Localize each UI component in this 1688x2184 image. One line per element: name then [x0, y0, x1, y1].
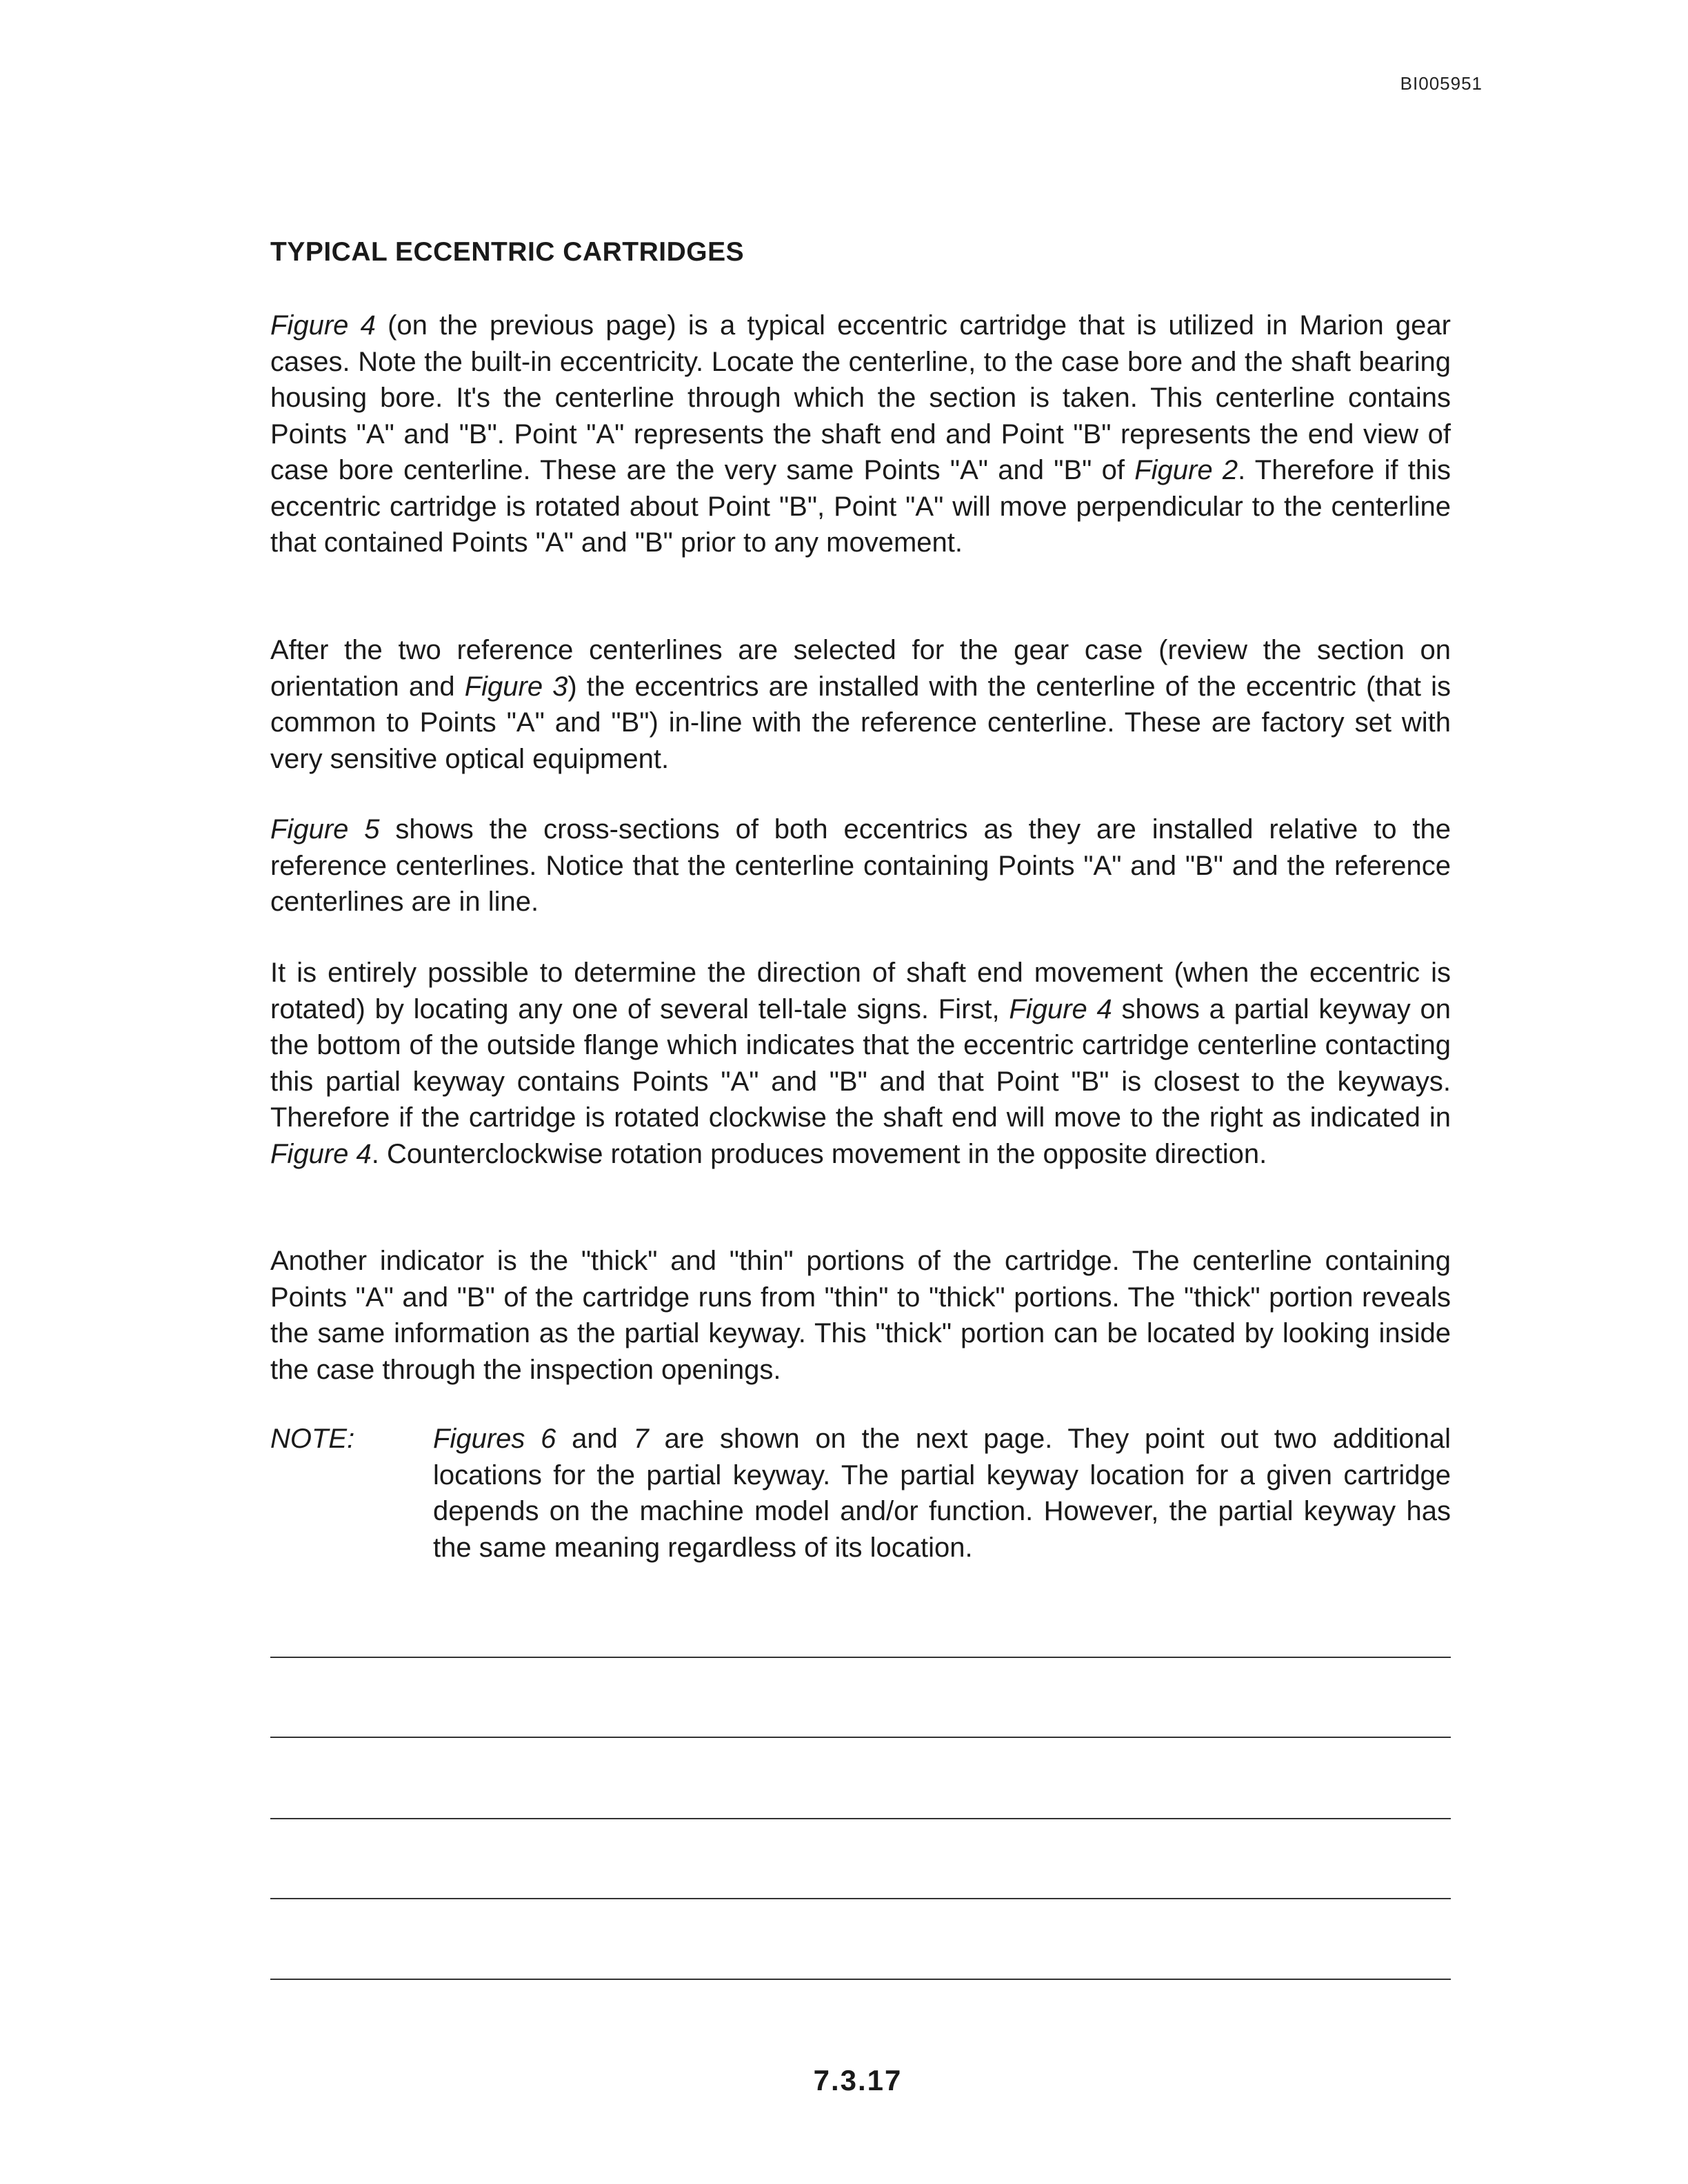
- paragraph-4: [270, 955, 1451, 1172]
- note-text: [433, 1421, 1451, 1566]
- paragraph-text: After the two reference centerlines are selected for the gear case (review the section on orientation and: [270, 635, 1451, 702]
- figure-reference: Figure 3: [464, 671, 568, 702]
- figure-reference: 7: [633, 1424, 649, 1454]
- paragraph-1: [270, 307, 1451, 561]
- paragraph-text: . Counterclockwise rotation produces movement in the opposite direction.: [371, 1138, 1267, 1169]
- paragraph-text: shows the cross-sections of both eccentrics as they are installed relative to the reference centerlines. Notice that the centerline containing Points "A" and "B" and the reference centerlines are in line.: [270, 814, 1451, 917]
- paragraph-text: shows a partial keyway on the bottom of the outside flange which indicates that the eccentric cartridge centerline contacting this partial keyway contains Points "A" and "B" and that Point "B" is closest to the keyways. Therefore if the cartridge is rotated clockwise the shaft end will move to the right as indicated in: [270, 993, 1451, 1133]
- paragraph-text: It is entirely possible to determine the direction of shaft end movement (when the eccentric is rotated) by locating any one of several tell-tale signs. First,: [270, 958, 1451, 1024]
- document-id: BI005951: [1400, 73, 1483, 94]
- figure-reference: Figure 2: [1134, 455, 1238, 485]
- paragraph-text: Another indicator is the "thick" and "thin" portions of the cartridge. The centerline containing Points "A" and "B" of the cartridge runs from "thin" to "thick" portions. The "thick" portion reveals the same information as the partial keyway. This "thick" portion can be located by looking inside the case through the inspection openings.: [270, 1246, 1451, 1385]
- notes-line: [270, 1979, 1451, 1980]
- notes-line: [270, 1737, 1451, 1738]
- paragraph-text: . Therefore if this eccentric cartridge is rotated about Point "B", Point "A" will move perpendicular to the centerline that contained Points "A" and "B" prior to any movement.: [270, 455, 1451, 558]
- paragraph-text: ) the eccentrics are installed with the centerline of the eccentric (that is common to Points "A" and "B") in-line with the reference centerline. These are factory set with very sensitive optical equipment.: [270, 671, 1451, 774]
- paragraph-text: (on the previous page) is a typical eccentric cartridge that is utilized in Marion gear cases. Note the built-in eccentricity. Locate the centerline, to the case bore and the shaft bearing housing bore. It's the centerline through which the section is taken. This centerline contains Points "A" and "B". Point "A" represents the shaft end and Point "B" represents the end view of case bore centerline. These are the very same Points "A" and "B" of: [270, 310, 1451, 485]
- figure-reference: Figure 4: [1009, 993, 1112, 1024]
- page-number: 7.3.17: [813, 2064, 903, 2096]
- notes-line: [270, 1818, 1451, 1819]
- figure-reference: Figure 4: [270, 310, 376, 341]
- paragraph-3: [270, 811, 1451, 920]
- section-heading: TYPICAL ECCENTRIC CARTRIDGES: [270, 237, 745, 267]
- note-body: and: [556, 1424, 634, 1454]
- figure-reference: Figure 5: [270, 814, 380, 845]
- notes-line: [270, 1898, 1451, 1899]
- notes-line: [270, 1657, 1451, 1658]
- figure-reference: Figure 4: [270, 1138, 372, 1169]
- note-body: are shown on the next page. They point out two additional locations for the partial keyway. The partial keyway location for a given cartridge depends on the machine model and/or function. However, the partial keyway has the same meaning regardless of its location.: [433, 1424, 1451, 1563]
- paragraph-2: [270, 632, 1451, 777]
- paragraph-5: [270, 1243, 1451, 1388]
- note-label: NOTE:: [270, 1424, 355, 1454]
- figure-reference: Figures 6: [433, 1424, 556, 1454]
